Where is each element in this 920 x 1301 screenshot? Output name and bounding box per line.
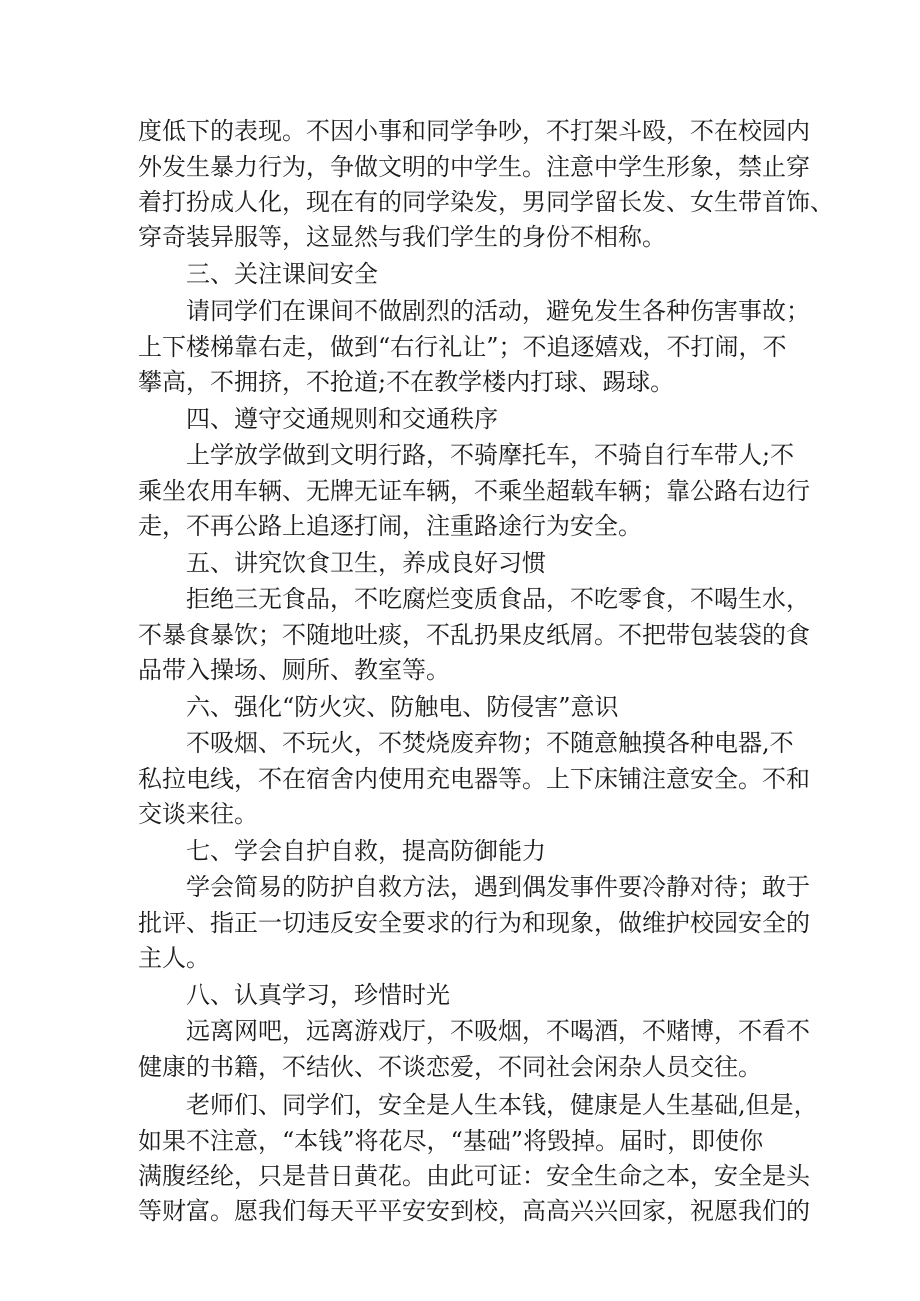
text-line: 满腹经纶，只是昔日黄花。由此可证：安全生命之本，安全是头: [138, 1162, 810, 1190]
section-heading: 六、强化“防火灾、防触电、防侵害”意识: [186, 693, 619, 721]
section-heading: 四、遵守交通规则和交通秩序: [186, 405, 498, 433]
text-line: 走，不再公路上追逐打闹，注重路途行为安全。: [138, 512, 642, 540]
text-line: 老师们、同学们，安全是人生本钱，健康是人生基础,但是，: [186, 1091, 818, 1119]
text-line: 不暴食暴饮；不随地吐痰，不乱扔果皮纸屑。不把带包装袋的食: [138, 621, 810, 649]
text-line: 等财富。愿我们每天平平安安到校，高高兴兴回家，祝愿我们的: [138, 1197, 810, 1225]
text-line: 主人。: [138, 944, 210, 972]
text-line: 品带入操场、厕所、教室等。: [138, 656, 450, 684]
text-line: 着打扮成人化，现在有的同学染发，男同学留长发、女生带首饰、: [138, 188, 834, 216]
text-line: 上下楼梯靠右走，做到“右行礼让”；不追逐嬉戏，不打闹，不: [138, 333, 787, 361]
text-line: 上学放学做到文明行路，不骑摩托车，不骑自行车带人;不: [186, 441, 795, 469]
text-line: 健康的书籍，不结伙、不谈恋爱，不同社会闲杂人员交往。: [138, 1053, 762, 1081]
section-heading: 八、认真学习，珍惜时光: [186, 981, 450, 1009]
text-line: 穿奇装异服等，这显然与我们学生的身份不相称。: [138, 223, 666, 251]
text-line: 批评、指正一切违反安全要求的行为和现象，做维护校园安全的: [138, 909, 810, 937]
text-line: 外发生暴力行为，争做文明的中学生。注意中学生形象，禁止穿: [138, 153, 810, 181]
text-line: 攀高，不拥挤，不抢道;不在教学楼内打球、踢球。: [138, 368, 675, 396]
text-line: 不吸烟、不玩火，不焚烧废弃物；不随意触摸各种电器,不: [186, 729, 794, 757]
text-line: 如果不注意，“本钱”将花尽，“基础”将毁掉。届时，即使你: [138, 1127, 764, 1155]
text-line: 乘坐农用车辆、无牌无证车辆，不乘坐超载车辆；靠公路右边行: [138, 477, 810, 505]
section-heading: 五、讲究饮食卫生，养成良好习惯: [186, 549, 546, 577]
text-line: 拒绝三无食品，不吃腐烂变质食品，不吃零食，不喝生水，: [186, 585, 810, 613]
text-line: 度低下的表现。不因小事和同学争吵，不打架斗殴，不在校园内: [138, 117, 810, 145]
text-line: 远离网吧，远离游戏厅，不吸烟，不喝酒，不赌博，不看不: [186, 1017, 810, 1045]
text-line: 私拉电线，不在宿舍内使用充电器等。上下床铺注意安全。不和: [138, 765, 810, 793]
section-heading: 七、学会自护自救，提高防御能力: [186, 837, 546, 865]
text-line: 请同学们在课间不做剧烈的活动，避免发生各种伤害事故；: [186, 297, 810, 325]
section-heading: 三、关注课间安全: [186, 260, 378, 288]
text-line: 学会简易的防护自救方法，遇到偶发事件要冷静对待；敢于: [186, 873, 810, 901]
text-line: 交谈来往。: [138, 800, 258, 828]
